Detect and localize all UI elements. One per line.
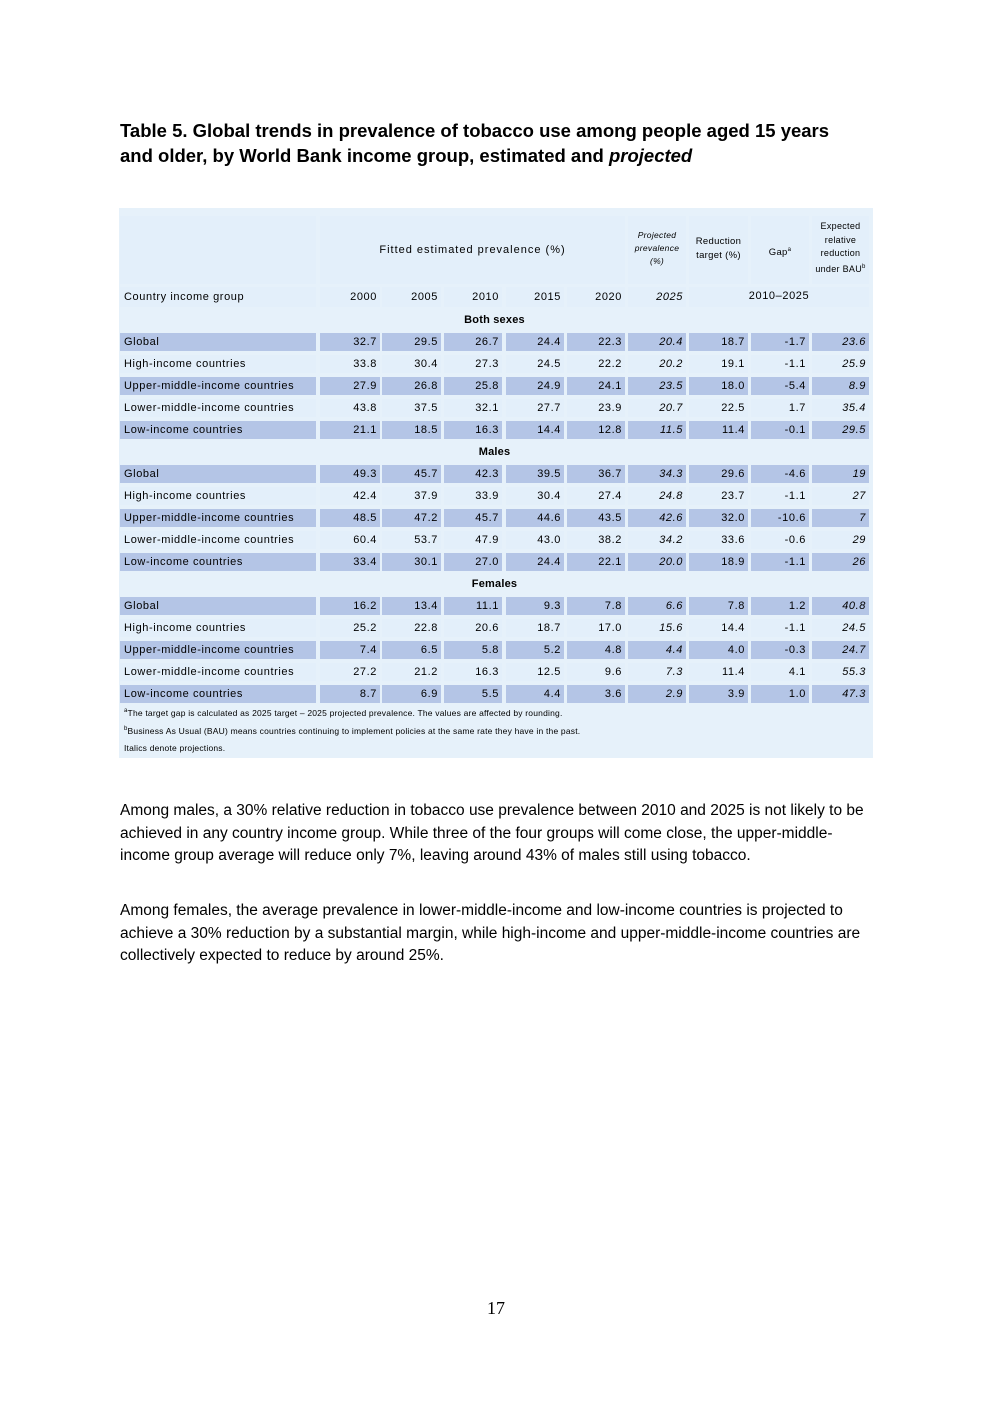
- table-cell: 45.7: [382, 465, 441, 483]
- table-cell: 49.3: [320, 465, 380, 483]
- table-cell: 16.3: [444, 663, 502, 681]
- column-header-year: 2015: [506, 287, 564, 307]
- table-cell: 16.3: [444, 421, 502, 439]
- table-cell: 11.5: [628, 421, 686, 439]
- paragraph-females: Among females, the average prevalence in lower-middle-income and low-income countries is projected to achieve a 30% reduction by a substantial margin, while high-income and upper-middle-income countries are collectively expected to reduce by around 25%.: [120, 902, 861, 964]
- footnote-b: [124, 726, 580, 736]
- table-cell: -0.1: [751, 421, 809, 439]
- table-cell: 35.4: [812, 399, 869, 417]
- table-cell: 12.8: [567, 421, 625, 439]
- header-projected-line: prevalence: [634, 243, 680, 253]
- table-cell: 23.6: [812, 333, 869, 351]
- table-cell: 24.7: [812, 641, 869, 659]
- table-title: Table 5. Global trends in prevalence of tobacco use among people aged 15 years and older, by World Bank income group, estimated and projected: [120, 120, 830, 166]
- table-cell: 24.4: [506, 553, 564, 571]
- table-cell: -1.1: [751, 553, 809, 571]
- table-cell: 29.6: [689, 465, 748, 483]
- footnote-a: [124, 708, 563, 718]
- table-cell: 42.6: [628, 509, 686, 527]
- table-cell: 39.5: [506, 465, 564, 483]
- table-cell: 42.3: [444, 465, 502, 483]
- table-cell: -1.7: [751, 333, 809, 351]
- table-cell: 7.8: [567, 597, 625, 615]
- table-cell: 60.4: [320, 531, 380, 549]
- row-label: Global: [120, 465, 316, 483]
- column-header-year: 2005: [382, 287, 441, 307]
- table-cell: 53.7: [382, 531, 441, 549]
- table-cell: 25.8: [444, 377, 502, 395]
- table-cell: 26: [812, 553, 869, 571]
- page-number: 17: [487, 1298, 505, 1318]
- row-label: Upper-middle-income countries: [120, 509, 316, 527]
- section-header: Females: [471, 578, 518, 590]
- table-cell: 47.9: [444, 531, 502, 549]
- table-cell: 7.3: [628, 663, 686, 681]
- table-cell: 29.5: [812, 421, 869, 439]
- header-reduction-line: Reduction: [695, 236, 742, 247]
- table-cell: 9.6: [567, 663, 625, 681]
- table-cell: 33.8: [320, 355, 380, 373]
- table-cell: 36.7: [567, 465, 625, 483]
- table-cell: 23.7: [689, 487, 748, 505]
- table-cell: 1.2: [751, 597, 809, 615]
- table-cell: 43.8: [320, 399, 380, 417]
- table-cell: 24.9: [506, 377, 564, 395]
- table-cell: 27.3: [444, 355, 502, 373]
- table-cell: 20.2: [628, 355, 686, 373]
- table-cell: 11.4: [689, 421, 748, 439]
- table-cell: 20.6: [444, 619, 502, 637]
- header-gap-label: Gap: [768, 247, 788, 259]
- column-header-year: 2000: [320, 287, 380, 307]
- table-cell: 8.9: [812, 377, 869, 395]
- table-cell: 27.9: [320, 377, 380, 395]
- section-header: Both sexes: [464, 314, 525, 326]
- table-cell: 13.4: [382, 597, 441, 615]
- table-cell: 6.5: [382, 641, 441, 659]
- header-fitted-prevalence: Fitted estimated prevalence (%): [320, 216, 625, 284]
- table-cell: 24.1: [567, 377, 625, 395]
- table-cell: -5.4: [751, 377, 809, 395]
- table-cell: 48.5: [320, 509, 380, 527]
- table-cell: 42.4: [320, 487, 380, 505]
- column-header-year: 2010: [444, 287, 502, 307]
- paragraph-males: Among males, a 30% relative reduction in tobacco use prevalence between 2010 and 2025 is not likely to be achieved in any country income group. While three of the four groups will come close, the upper-middle-income group average will reduce only 7%, leaving around 43% of males still using tobacco.: [120, 802, 864, 864]
- table-cell: 8.7: [320, 685, 380, 703]
- header-reduction-line: target (%): [696, 250, 741, 261]
- table-cell: 55.3: [812, 663, 869, 681]
- table-cell: 17.0: [567, 619, 625, 637]
- table-cell: 25.2: [320, 619, 380, 637]
- table-cell: 19: [812, 465, 869, 483]
- table-cell: 4.4: [506, 685, 564, 703]
- table-cell: 45.7: [444, 509, 502, 527]
- table-cell: 6.6: [628, 597, 686, 615]
- table-cell: 7.4: [320, 641, 380, 659]
- table-cell: 21.2: [382, 663, 441, 681]
- table-cell: 47.2: [382, 509, 441, 527]
- header-expected-line: reduction: [820, 248, 861, 258]
- table-cell: 3.6: [567, 685, 625, 703]
- row-label: Global: [120, 597, 316, 615]
- table-cell: 19.1: [689, 355, 748, 373]
- row-label: Upper-middle-income countries: [120, 377, 316, 395]
- header-expected-bau: under BAU: [815, 263, 863, 274]
- table-cell: 7.8: [689, 597, 748, 615]
- table-cell: 1.7: [751, 399, 809, 417]
- header-reduction-target: [689, 216, 748, 284]
- table-cell: 6.9: [382, 685, 441, 703]
- table-cell: 27: [812, 487, 869, 505]
- table-cell: 38.2: [567, 531, 625, 549]
- table-cell: 11.4: [689, 663, 748, 681]
- row-label: High-income countries: [120, 355, 316, 373]
- table-cell: 24.5: [812, 619, 869, 637]
- table-cell: 3.9: [689, 685, 748, 703]
- table-cell: 34.2: [628, 531, 686, 549]
- row-label: Global: [120, 333, 316, 351]
- row-label: Lower-middle-income countries: [120, 531, 316, 549]
- table-cell: 24.8: [628, 487, 686, 505]
- column-header-year: 2020: [567, 287, 625, 307]
- table-cell: 20.7: [628, 399, 686, 417]
- table-cell: 33.4: [320, 553, 380, 571]
- header-projected-line: (%): [649, 256, 665, 266]
- table-cell: 4.1: [751, 663, 809, 681]
- table-cell: 27.7: [506, 399, 564, 417]
- table-cell: -1.1: [751, 487, 809, 505]
- table-cell: 5.8: [444, 641, 502, 659]
- table-cell: 22.2: [567, 355, 625, 373]
- table-cell: 27.4: [567, 487, 625, 505]
- table-cell: -0.3: [751, 641, 809, 659]
- table-cell: 18.7: [689, 333, 748, 351]
- table-cell: 22.3: [567, 333, 625, 351]
- row-label: Lower-middle-income countries: [120, 663, 316, 681]
- footnote-b-sup: b: [124, 726, 128, 733]
- table-cell: 22.5: [689, 399, 748, 417]
- table-cell: 9.3: [506, 597, 564, 615]
- header-expected-line: relative: [824, 234, 857, 245]
- column-header-year: 2025: [628, 287, 686, 307]
- row-label: Lower-middle-income countries: [120, 399, 316, 417]
- row-label: High-income countries: [120, 619, 316, 637]
- table-cell: 5.2: [506, 641, 564, 659]
- row-label: Low-income countries: [120, 421, 316, 439]
- table-cell: 15.6: [628, 619, 686, 637]
- row-label: High-income countries: [120, 487, 316, 505]
- table-cell: 26.8: [382, 377, 441, 395]
- footnote-italics: Italics denote projections.: [124, 743, 226, 753]
- table-cell: 14.4: [689, 619, 748, 637]
- table-cell: -1.1: [751, 619, 809, 637]
- table-cell: 43.0: [506, 531, 564, 549]
- table-cell: 37.9: [382, 487, 441, 505]
- header-expected-line: Expected: [820, 221, 861, 231]
- column-header-range: 2010–2025: [689, 287, 869, 307]
- table-cell: 18.5: [382, 421, 441, 439]
- table-cell: 4.0: [689, 641, 748, 659]
- table-cell: 22.1: [567, 553, 625, 571]
- table-cell: 44.6: [506, 509, 564, 527]
- table-cell: 11.1: [444, 597, 502, 615]
- table-cell: 29: [812, 531, 869, 549]
- row-label: Low-income countries: [120, 685, 316, 703]
- table-cell: 29.5: [382, 333, 441, 351]
- table-cell: 34.3: [628, 465, 686, 483]
- table-cell: 27.2: [320, 663, 380, 681]
- table-cell: 21.1: [320, 421, 380, 439]
- table-cell: 33.9: [444, 487, 502, 505]
- table-cell: 23.9: [567, 399, 625, 417]
- table-cell: 30.1: [382, 553, 441, 571]
- table-cell: 20.0: [628, 553, 686, 571]
- table-cell: 30.4: [506, 487, 564, 505]
- table-cell: 37.5: [382, 399, 441, 417]
- table-cell: 5.5: [444, 685, 502, 703]
- table-cell: 25.9: [812, 355, 869, 373]
- row-label: Upper-middle-income countries: [120, 641, 316, 659]
- table-cell: 32.7: [320, 333, 380, 351]
- table-cell: 47.3: [812, 685, 869, 703]
- table-cell: 26.7: [444, 333, 502, 351]
- column-header-country-group: Country income group: [120, 287, 316, 307]
- header-blank-cell: [120, 216, 316, 284]
- table-cell: 18.0: [689, 377, 748, 395]
- table-cell: 1.0: [751, 685, 809, 703]
- table-cell: 18.9: [689, 553, 748, 571]
- header-projected-line: Projected: [637, 230, 677, 240]
- table-cell: 22.8: [382, 619, 441, 637]
- table-cell: 16.2: [320, 597, 380, 615]
- footnote-a-sup: a: [124, 708, 128, 715]
- table-cell: -4.6: [751, 465, 809, 483]
- table-cell: 7: [812, 509, 869, 527]
- table-cell: 24.5: [506, 355, 564, 373]
- footnote-b-text: Business As Usual (BAU) means countries continuing to implement policies at the same rate they have in the past.: [127, 726, 581, 736]
- header-expected-reduction: [812, 216, 869, 284]
- table-cell: -1.1: [751, 355, 809, 373]
- table-cell: 40.8: [812, 597, 869, 615]
- table-cell: 14.4: [506, 421, 564, 439]
- table-cell: 43.5: [567, 509, 625, 527]
- table-cell: -10.6: [751, 509, 809, 527]
- table-cell: 32.0: [689, 509, 748, 527]
- header-gap: [751, 216, 809, 284]
- header-expected-sup: b: [862, 263, 866, 270]
- table-cell: 12.5: [506, 663, 564, 681]
- table-cell: 4.4: [628, 641, 686, 659]
- table-cell: 23.5: [628, 377, 686, 395]
- table-cell: 24.4: [506, 333, 564, 351]
- title-italic: projected: [608, 145, 693, 166]
- table-cell: 20.4: [628, 333, 686, 351]
- footnote-a-text: The target gap is calculated as 2025 target – 2025 projected prevalence. The values are affected by rounding.: [127, 708, 563, 718]
- table-cell: 4.8: [567, 641, 625, 659]
- table-cell: 30.4: [382, 355, 441, 373]
- header-projected-prevalence: [628, 216, 686, 284]
- header-gap-sup: a: [787, 247, 792, 253]
- section-header: Males: [478, 446, 511, 458]
- table-cell: 2.9: [628, 685, 686, 703]
- header-expected-line-bau: [812, 261, 869, 277]
- table-cell: 18.7: [506, 619, 564, 637]
- table-cell: 27.0: [444, 553, 502, 571]
- table-cell: -0.6: [751, 531, 809, 549]
- row-label: Low-income countries: [120, 553, 316, 571]
- table-cell: 32.1: [444, 399, 502, 417]
- table-cell: 33.6: [689, 531, 748, 549]
